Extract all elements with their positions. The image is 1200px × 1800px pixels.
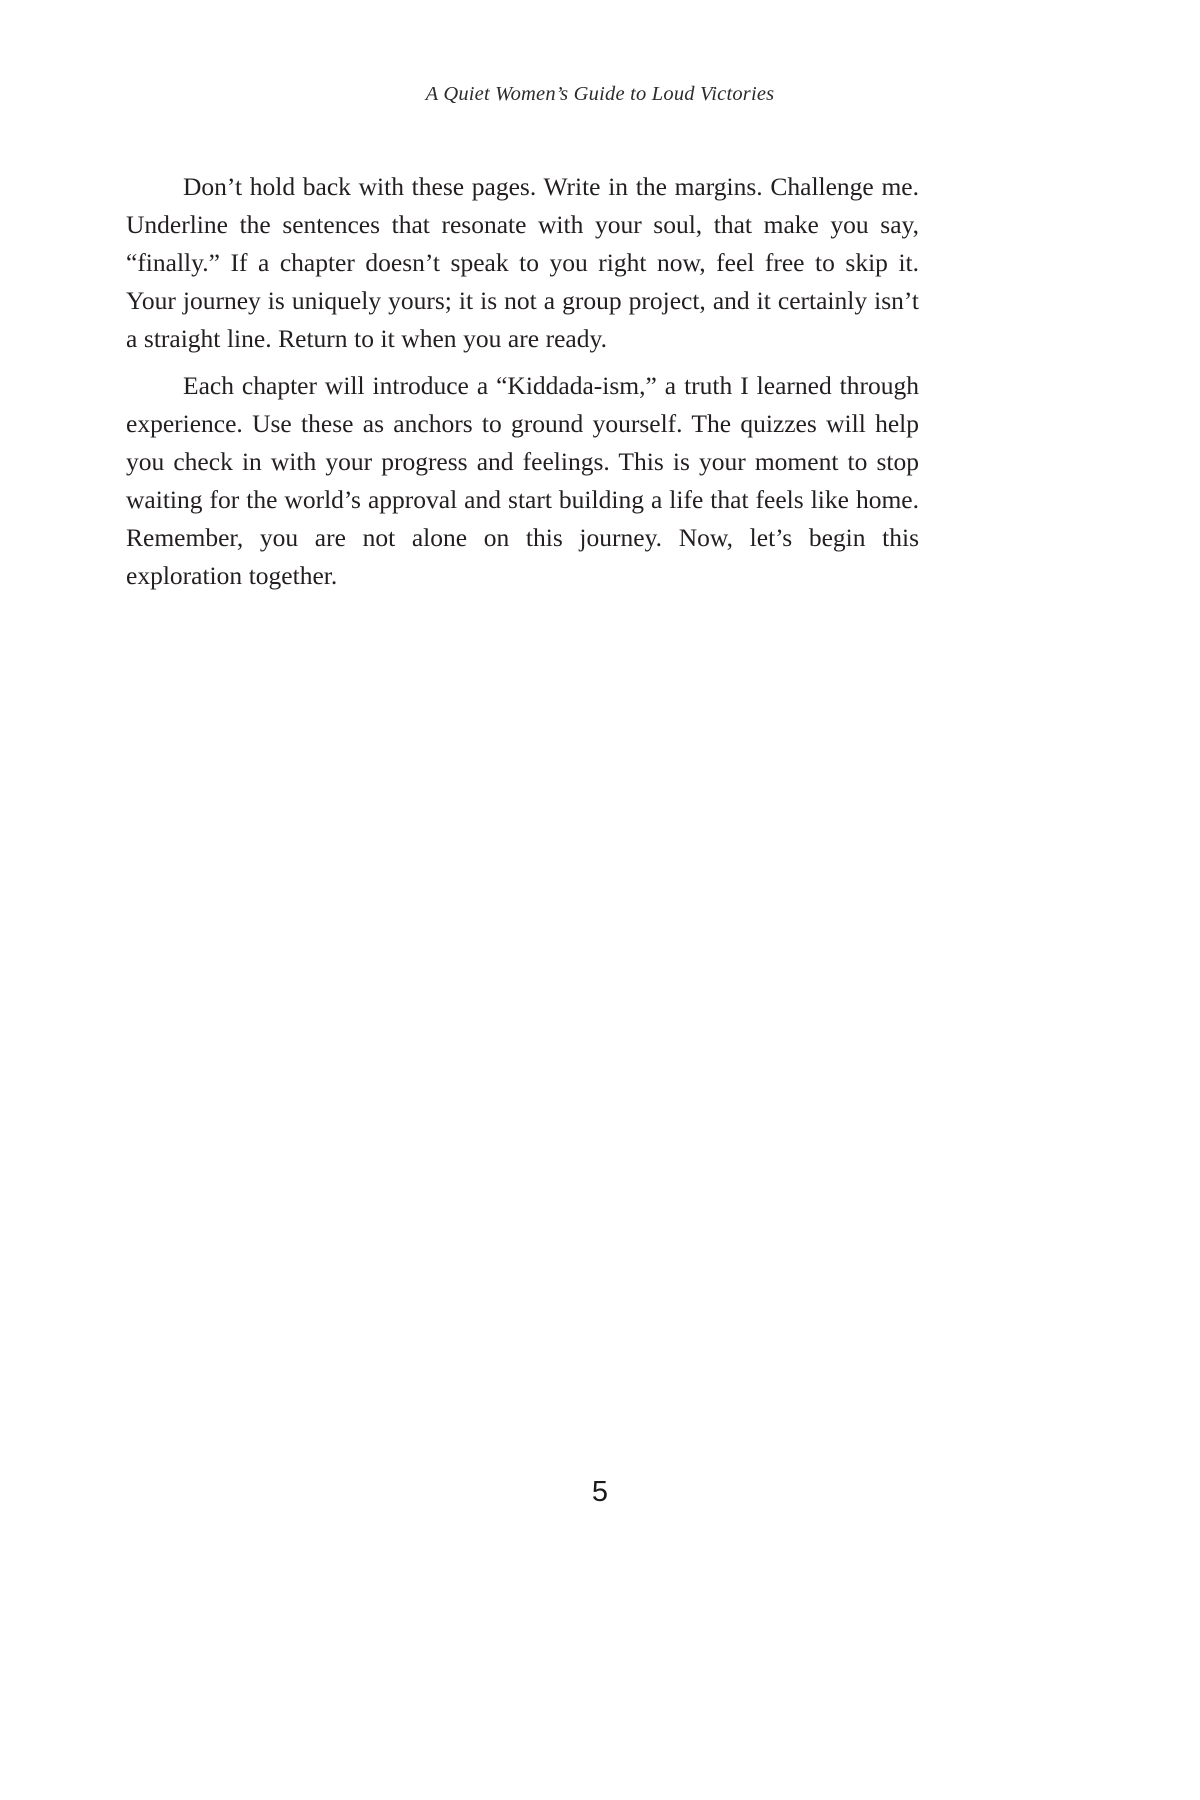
body-text-block (126, 168, 919, 595)
page-number: 5 (591, 1476, 609, 1508)
body-paragraph: Each chapter will introduce a “Kiddada-ism,” a truth I learned through experience. Use these as anchors to ground yourself. The quizzes will help you check in with your progress and feelings. This is your moment to stop waiting for the world’s approval and start building a life that feels like home. Remember, you are not alone on this journey. Now, let’s begin this exploration together. (126, 371, 919, 590)
body-paragraph: Don’t hold back with these pages. Write in the margins. Challenge me. Underline the sentences that resonate with your soul, that make you say, “finally.” If a chapter doesn’t speak to you right now, feel free to skip it. Your journey is uniquely yours; it is not a group project, and it certainly isn’t a straight line. Return to it when you are ready. (126, 172, 919, 353)
running-head: A Quiet Women’s Guide to Loud Victories (425, 83, 775, 105)
